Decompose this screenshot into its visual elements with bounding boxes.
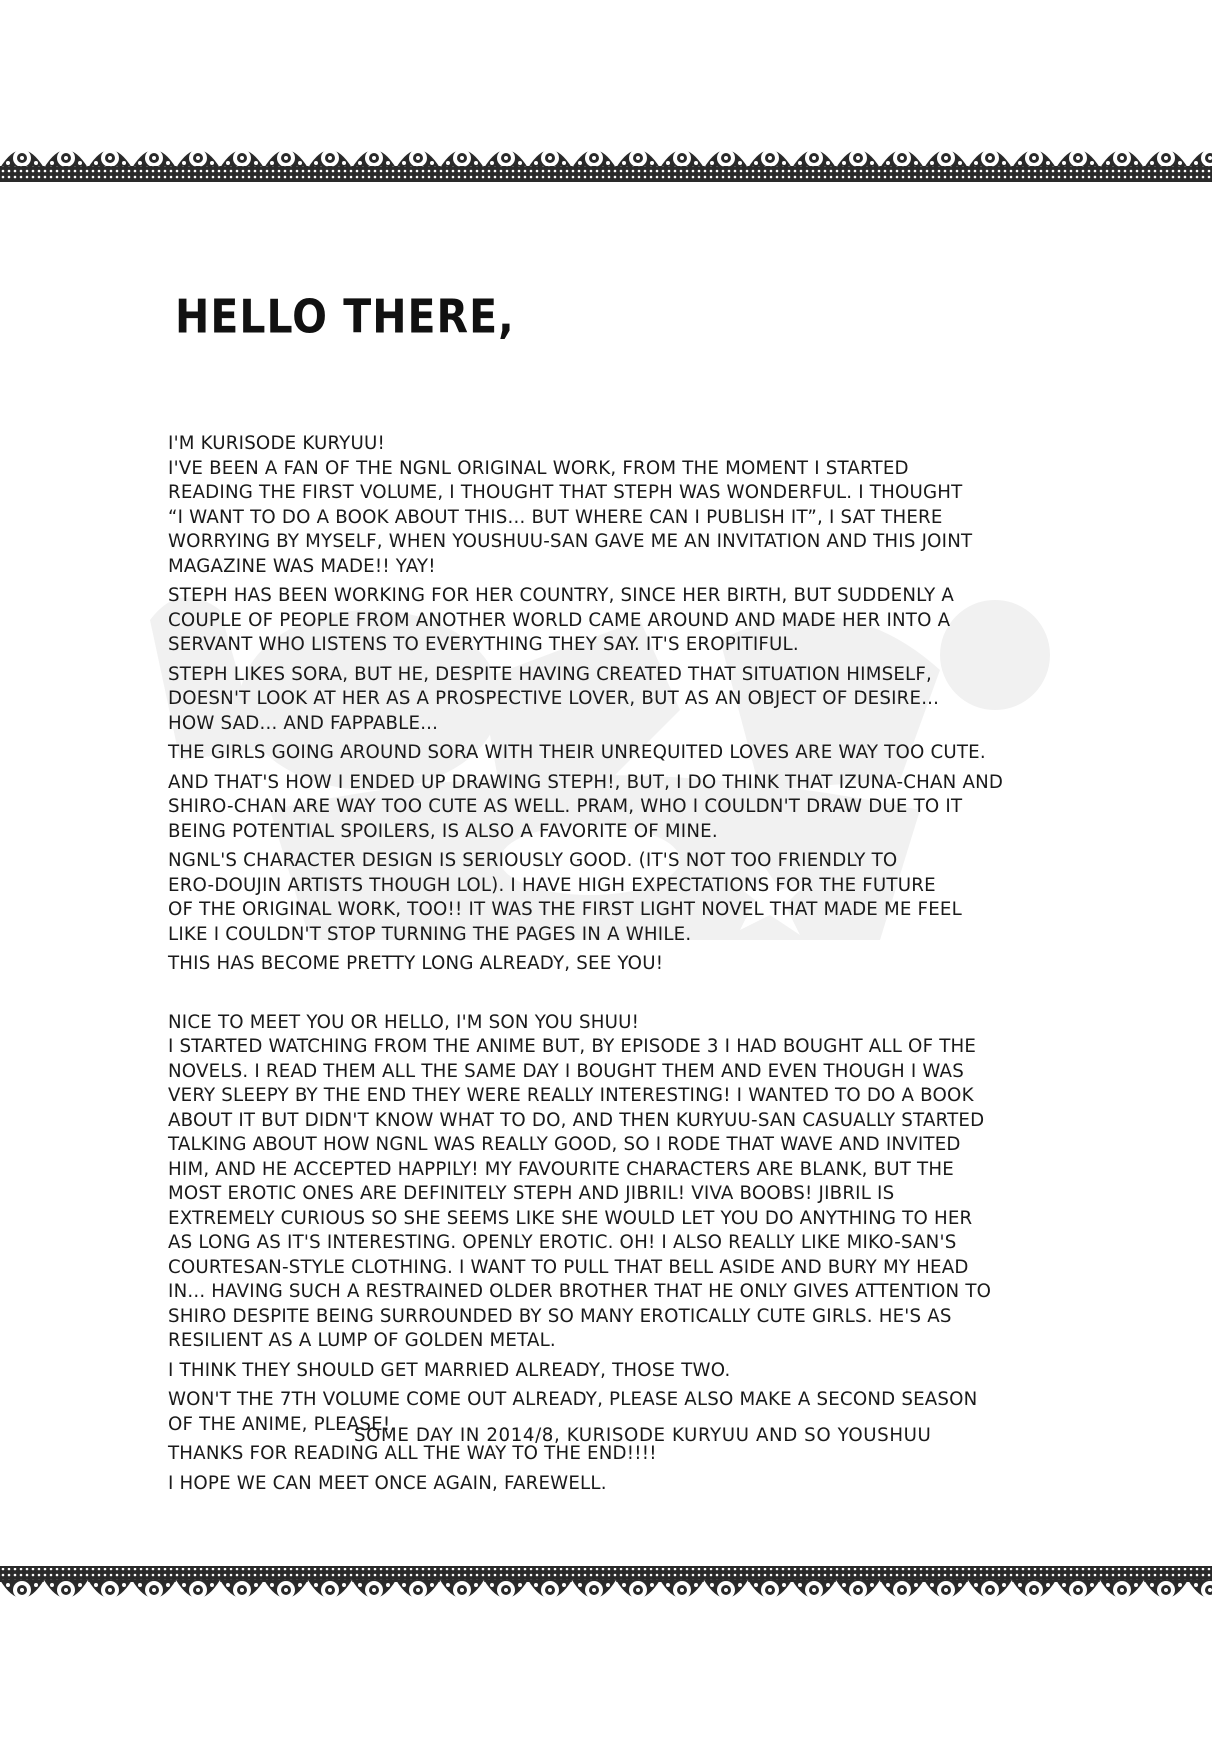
paragraph (168, 771, 1108, 845)
text-line: VERY SLEEPY BY THE END THEY WERE REALLY INTERESTING! I WANTED TO DO A BOOK (168, 1085, 974, 1106)
text-line: “I WANT TO DO A BOOK ABOUT THIS... BUT WHERE CAN I PUBLISH IT”, I SAT THERE (168, 506, 943, 528)
text-line: I'VE BEEN A FAN OF THE NGNL ORIGINAL WORK, FROM THE MOMENT I STARTED (168, 457, 909, 479)
text-line: TALKING ABOUT HOW NGNL WAS REALLY GOOD, SO I RODE THAT WAVE AND INVITED (168, 1134, 961, 1155)
text-line: NGNL'S CHARACTER DESIGN IS SERIOUSLY GOOD. (IT'S NOT TOO FRIENDLY TO (168, 850, 898, 871)
text-line: LIKE I COULDN'T STOP TURNING THE PAGES IN A WHILE. (168, 923, 692, 945)
text-line: STEPH HAS BEEN WORKING FOR HER COUNTRY, SINCE HER BIRTH, BUT SUDDENLY A (168, 585, 955, 606)
text-line: I HOPE WE CAN MEET ONCE AGAIN, FAREWELL. (168, 1472, 607, 1494)
text-line: SHIRO DESPITE BEING SURROUNDED BY SO MANY EROTICALLY CUTE GIRLS. HE'S AS (168, 1305, 952, 1327)
afterword-body (168, 432, 1108, 1501)
text-line: MOST EROTIC ONES ARE DEFINITELY STEPH AND JIBRIL! VIVA BOOBS! JIBRIL IS (168, 1183, 895, 1204)
lace-border-top (0, 138, 1212, 188)
signature-line: SOME DAY IN 2014/8, KURISODE KURYUU AND SO YOUSHUU (354, 1425, 932, 1446)
text-line: OF THE ORIGINAL WORK, TOO!! IT WAS THE FIRST LIGHT NOVEL THAT MADE ME FEEL (168, 899, 962, 920)
lace-border-bottom (0, 1560, 1212, 1610)
paragraph (168, 663, 1108, 737)
text-line: THE GIRLS GOING AROUND SORA WITH THEIR UNREQUITED LOVES ARE WAY TOO CUTE. (168, 742, 986, 763)
text-line: COUPLE OF PEOPLE FROM ANOTHER WORLD CAME AROUND AND MADE HER INTO A (168, 609, 951, 631)
text-line: SERVANT WHO LISTENS TO EVERYTHING THEY SAY. IT'S EROPITIFUL. (168, 634, 799, 655)
text-line: DOESN'T LOOK AT HER AS A PROSPECTIVE LOVER, BUT AS AN OBJECT OF DESIRE... (168, 688, 940, 709)
paragraph (168, 952, 1108, 977)
text-line: OF THE ANIME, PLEASE! (168, 1413, 391, 1435)
text-line: MAGAZINE WAS MADE!! YAY! (168, 555, 436, 577)
text-line: I THINK THEY SHOULD GET MARRIED ALREADY, THOSE TWO. (168, 1359, 731, 1381)
text-line: EXTREMELY CURIOUS SO SHE SEEMS LIKE SHE WOULD LET YOU DO ANYTHING TO HER (168, 1207, 973, 1229)
section-spacer (168, 982, 1108, 1011)
text-line: NOVELS. I READ THEM ALL THE SAME DAY I BOUGHT THEM AND EVEN THOUGH I WAS (168, 1060, 964, 1082)
text-line: HIM, AND HE ACCEPTED HAPPILY! MY FAVOURITE CHARACTERS ARE BLANK, BUT THE (168, 1158, 954, 1180)
section-son-you-shuu (168, 1011, 1108, 1497)
paragraph (168, 1472, 1108, 1497)
paragraph (168, 584, 1108, 658)
paragraph (168, 1011, 1108, 1354)
text-line: SHIRO-CHAN ARE WAY TOO CUTE AS WELL. PRAM, WHO I COULDN'T DRAW DUE TO IT (168, 796, 963, 817)
text-line: I STARTED WATCHING FROM THE ANIME BUT, BY EPISODE 3 I HAD BOUGHT ALL OF THE (168, 1036, 977, 1057)
text-line: AND THAT'S HOW I ENDED UP DRAWING STEPH!, BUT, I DO THINK THAT IZUNA-CHAN AND (168, 771, 1004, 793)
page-title: HELLO THERE, (175, 290, 515, 344)
paragraph (168, 432, 1108, 579)
text-line: THIS HAS BECOME PRETTY LONG ALREADY, SEE YOU! (168, 953, 664, 974)
text-line: I'M KURISODE KURYUU! (168, 433, 385, 454)
text-line: READING THE FIRST VOLUME, I THOUGHT THAT STEPH WAS WONDERFUL. I THOUGHT (168, 482, 963, 503)
text-line: AS LONG AS IT'S INTERESTING. OPENLY EROTIC. OH! I ALSO REALLY LIKE MIKO-SAN'S (168, 1232, 957, 1253)
section-kurisode (168, 432, 1108, 977)
text-line: THANKS FOR READING ALL THE WAY TO THE END!!!! (168, 1443, 657, 1464)
text-line: WON'T THE 7TH VOLUME COME OUT ALREADY, PLEASE ALSO MAKE A SECOND SEASON (168, 1389, 978, 1410)
paragraph (168, 741, 1108, 766)
text-line: NICE TO MEET YOU OR HELLO, I'M SON YOU SHUU! (168, 1011, 640, 1033)
text-line: IN... HAVING SUCH A RESTRAINED OLDER BROTHER THAT HE ONLY GIVES ATTENTION TO (168, 1281, 992, 1302)
text-line: RESILIENT AS A LUMP OF GOLDEN METAL. (168, 1330, 556, 1351)
text-line: ABOUT IT BUT DIDN'T KNOW WHAT TO DO, AND THEN KURYUU-SAN CASUALLY STARTED (168, 1109, 985, 1131)
paragraph (168, 1359, 1108, 1384)
text-line: BEING POTENTIAL SPOILERS, IS ALSO A FAVORITE OF MINE. (168, 820, 718, 842)
text-line: ERO-DOUJIN ARTISTS THOUGH LOL). I HAVE HIGH EXPECTATIONS FOR THE FUTURE (168, 874, 936, 896)
text-line: WORRYING BY MYSELF, WHEN YOUSHUU-SAN GAVE ME AN INVITATION AND THIS JOINT (168, 531, 973, 552)
text-line: COURTESAN-STYLE CLOTHING. I WANT TO PULL THAT BELL ASIDE AND BURY MY HEAD (168, 1256, 969, 1278)
paragraph (168, 849, 1108, 947)
text-line: HOW SAD... AND FAPPABLE... (168, 712, 439, 734)
text-line: STEPH LIKES SORA, BUT HE, DESPITE HAVING CREATED THAT SITUATION HIMSELF, (168, 663, 933, 685)
